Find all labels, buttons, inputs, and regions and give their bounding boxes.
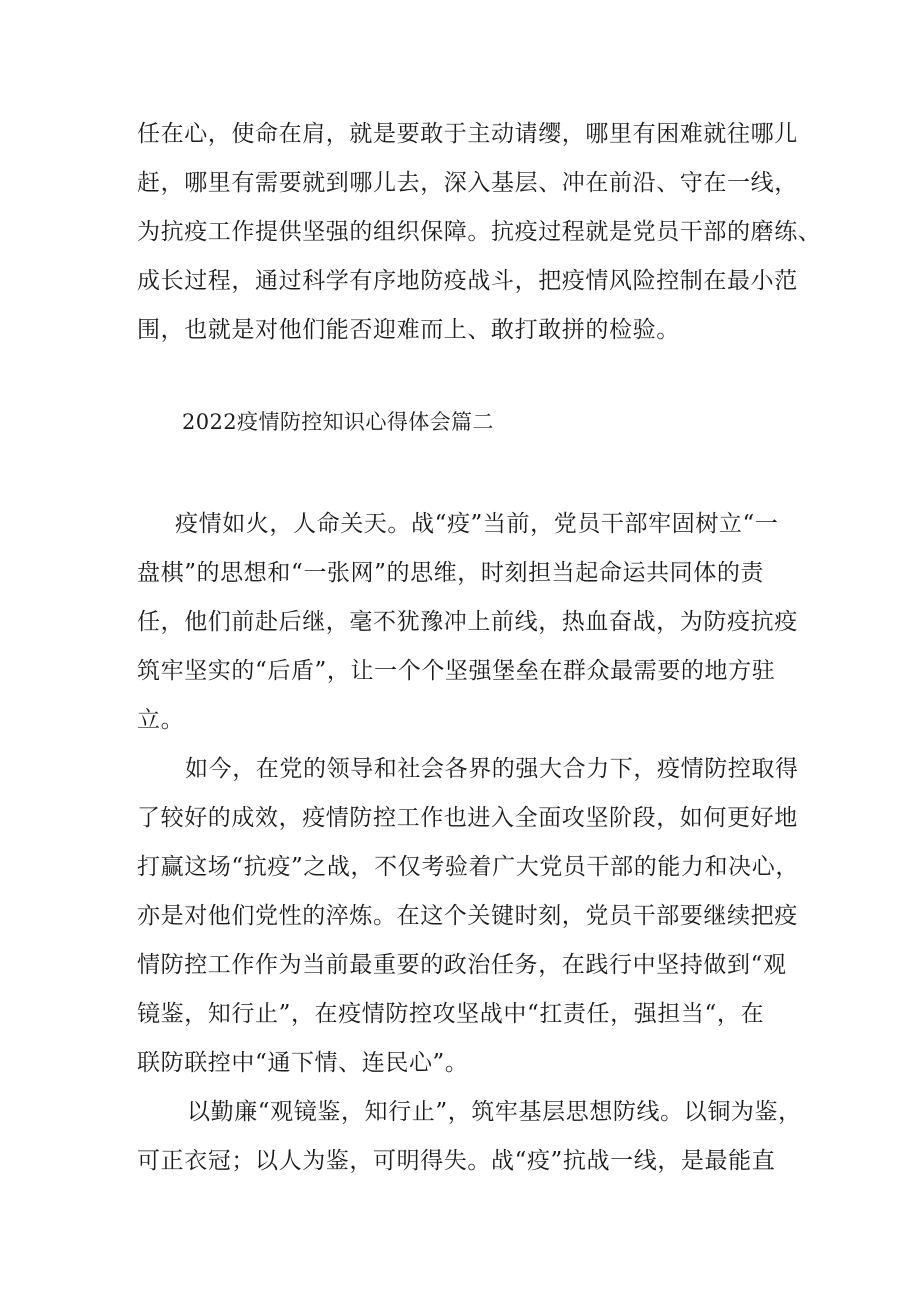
text-line: 以勤廉“观镜鉴，知行止”，筑牢基层思想防线。以铜为鉴， [187,1099,802,1125]
text-line: 联防联控中“通下情、连民心”。 [137,1050,469,1076]
text-line: 成长过程，通过科学有序地防疫战斗，把疫情风险控制在最小范 [137,268,798,294]
text-line: 镜鉴，知行止”，在疫情防控攻坚战中“扛责任，强担当“，在 [137,1001,765,1027]
text-line: 任在心，使命在肩，就是要敢于主动请缨，哪里有困难就往哪儿 [137,121,798,147]
text-line: 情防控工作作为当前最重要的政治任务，在践行中坚持做到“观 [137,952,787,978]
text-line: 疫情如火，人命关天。战“疫”当前，党员干部牢固树立“一 [175,511,779,537]
text-line: 围，也就是对他们能否迎难而上、敢打敢拼的检验。 [137,317,680,343]
text-line: 了较好的成效，疫情防控工作也进入全面攻坚阶段，如何更好地 [137,805,798,831]
text-line: 立。 [137,707,185,733]
text-line: 可正衣冠；以人为鉴，可明得失。战“疫”抗战一线，是最能直 [137,1148,776,1174]
text-line: 赶，哪里有需要就到哪儿去，深入基层、冲在前沿、守在一线， [137,170,798,196]
text-line: 任，他们前赴后继，毫不犹豫冲上前线，热血奋战，为防疫抗疫 [137,609,798,635]
text-line: 盘棋”的思想和“一张网”的思维，时刻担当起命运共同体的责 [137,560,765,586]
text-line: 如今，在党的领导和社会各界的强大合力下，疫情防控取得 [185,756,799,782]
text-line: 为抗疫工作提供坚强的组织保障。抗疫过程就是党员干部的磨练、 [137,219,822,245]
text-line: 亦是对他们党性的淬炼。在这个关键时刻，党员干部要继续把疫 [137,903,798,929]
text-line: 筑牢坚实的“后盾”，让一个个坚强堡垒在群众最需要的地方驻 [137,658,776,684]
section-title: 2022疫情防控知识心得体会篇二 [182,410,494,434]
text-line: 打赢这场“抗疫”之战，不仅考验着广大党员干部的能力和决心， [137,854,799,880]
